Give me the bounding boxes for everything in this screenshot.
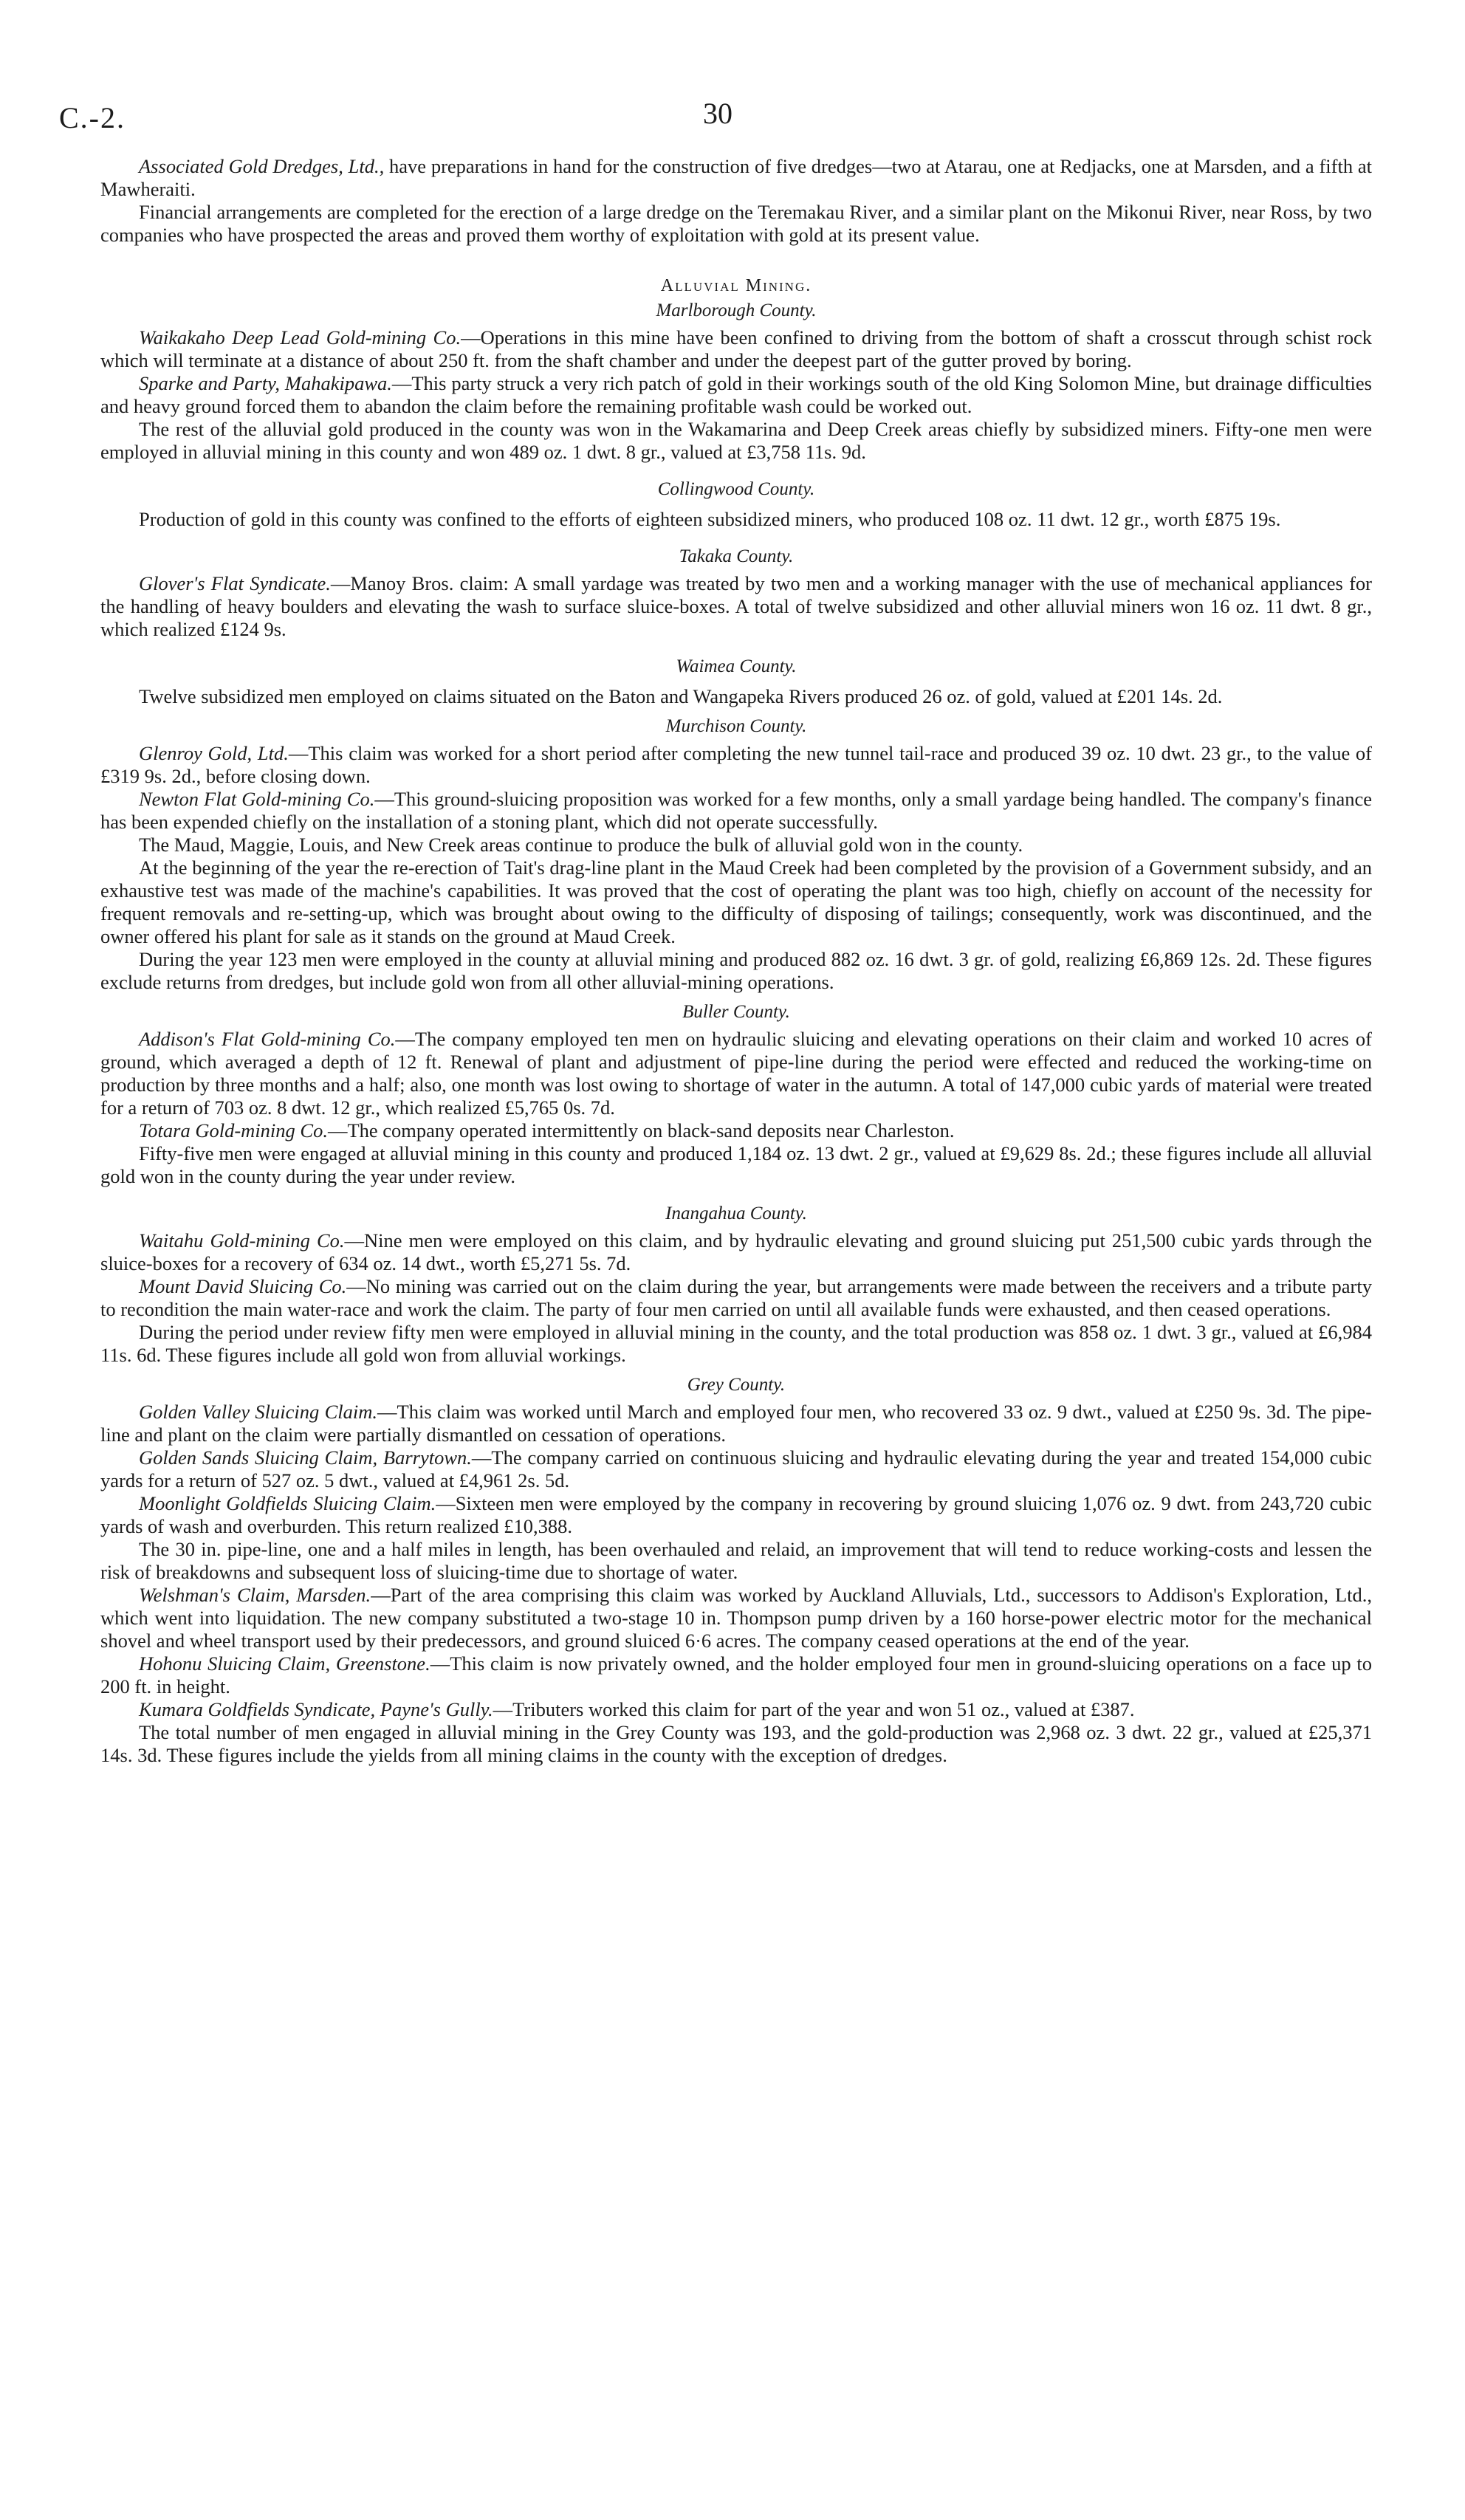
paragraph — [100, 856, 1372, 948]
paragraph-text: The rest of the alluvial gold produced in the county was won in the Wakamarina and Deep Creek areas chiefly by subsidized miners. Fifty-one men were employed in alluvial mining in this county and won 489 oz. 1 dwt. 8 gr., valued at £3,758 11s. 9d. — [100, 418, 1372, 463]
paragraph — [100, 418, 1372, 464]
paragraph-lead: Waitahu Gold-mining Co. — [139, 1229, 345, 1252]
paragraph-text: have preparations in hand for the construction of five dredges—two at Atarau, one at Redjacks, one at Marsden, and a fifth at Mawheraiti. — [100, 155, 1372, 200]
paragraph — [100, 685, 1372, 708]
paragraph — [100, 1028, 1372, 1119]
paragraph — [100, 1229, 1372, 1275]
paragraph — [100, 155, 1372, 201]
paragraph — [100, 1401, 1372, 1446]
paragraph — [100, 326, 1372, 372]
paragraph — [100, 834, 1372, 856]
paragraph-text: —This party struck a very rich patch of gold in their workings south of the old King Solomon Mine, but drainage difficulties and heavy ground forced them to abandon the claim before the remaining profitable wash could be worked out. — [100, 372, 1372, 417]
paragraph-lead: Glover's Flat Syndicate. — [139, 572, 331, 594]
paragraph — [100, 1698, 1372, 1721]
paragraph — [100, 1584, 1372, 1652]
paragraph-text: Twelve subsidized men employed on claims situated on the Baton and Wangapeka Rivers produced 26 oz. of gold, valued at £201 14s. 2d. — [139, 685, 1223, 707]
paragraph-lead: Waikakaho Deep Lead Gold-mining Co. — [139, 326, 462, 349]
county-heading: Waimea County. — [676, 656, 797, 676]
paragraph-text: The total number of men engaged in alluvial mining in the Grey County was 193, and the gold-production was 2,968 oz. 3 dwt. 22 gr., valued at £25,371 14s. 3d. These figures include the yields from all mining claims in the county with the exception of dredges. — [100, 1721, 1372, 1766]
paragraph-lead: Hohonu Sluicing Claim, Greenstone. — [139, 1652, 430, 1675]
paragraph — [100, 1721, 1372, 1767]
paragraph-text: During the year 123 men were employed in the county at alluvial mining and produced 882 oz. 16 dwt. 3 gr. of gold, realizing £6,869 12s. 2d. These figures exclude returns from dredges, but include gold won from all other alluvial-mining operations. — [100, 948, 1372, 993]
paragraph-lead: Associated Gold Dredges, Ltd., — [139, 155, 385, 177]
paragraph-text: At the beginning of the year the re-erection of Tait's drag-line plant in the Maud Creek had been completed by the provision of a Government subsidy, and an exhaustive test was made of the machine's capabilities. It was proved that the cost of operating the plant was too high, chiefly on account of the necessity for frequent removals and re-setting-up, which was brought about owing to the difficulty of disposing of tailings; consequently, work was discontinued, and the owner offered his plant for sale as it stands on the ground at Maud Creek. — [100, 856, 1372, 947]
county-heading: Murchison County. — [665, 716, 807, 736]
page-number: 30 — [703, 97, 732, 130]
paragraph-text: —Sixteen men were employed by the company in recovering by ground sluicing 1,076 oz. 9 dwt. from 243,720 cubic yards of wash and overburden. This return realized £10,388. — [100, 1492, 1372, 1537]
paragraph — [100, 948, 1372, 994]
paragraph-text: Financial arrangements are completed for the erection of a large dredge on the Teremakau River, and a similar plant on the Mikonui River, near Ross, by two companies who have prospected the areas and proved them worthy of exploitation with gold at its present value. — [100, 201, 1372, 246]
paragraph-text: —The company carried on continuous sluicing and hydraulic elevating during the year and treated 154,000 cubic yards for a return of 527 oz. 5 dwt., valued at £4,961 2s. 5d. — [100, 1446, 1373, 1491]
paragraph-text: —Tributers worked this claim for part of the year and won 51 oz., valued at £387. — [493, 1698, 1135, 1720]
paragraph-lead: Mount David Sluicing Co. — [139, 1275, 347, 1297]
paragraph — [100, 1119, 1372, 1142]
paragraph-text: Fifty-five men were engaged at alluvial mining in this county and produced 1,184 oz. 13 dwt. 2 gr., valued at £9,629 8s. 2d.; these figures include all alluvial gold won in the county during the year under review. — [100, 1142, 1372, 1187]
paragraph — [100, 742, 1372, 788]
paragraph-text: —Operations in this mine have been confined to driving from the bottom of shaft a crosscut through schist rock which will terminate at a distance of about 250 ft. from the shaft chamber and under the deepest part of the gutter proved by boring. — [100, 326, 1372, 371]
paragraph-lead: Newton Flat Gold-mining Co. — [139, 788, 375, 810]
paragraph — [100, 1321, 1372, 1367]
paragraph — [100, 1446, 1372, 1492]
paragraph-text: The 30 in. pipe-line, one and a half miles in length, has been overhauled and relaid, an improvement that will tend to reduce working-costs and lessen the risk of breakdowns and subsequent loss of sluicing-time due to shortage of water. — [100, 1538, 1372, 1583]
paragraph — [100, 1652, 1372, 1698]
paragraph-text: Production of gold in this county was confined to the efforts of eighteen subsidized miners, who produced 108 oz. 11 dwt. 12 gr., worth £875 19s. — [139, 508, 1281, 530]
paragraph-text: —The company operated intermittently on black-sand deposits near Charleston. — [327, 1119, 955, 1141]
paragraph-lead: Golden Sands Sluicing Claim, Barrytown. — [139, 1446, 472, 1469]
paragraph-text: —This claim was worked until March and employed four men, who recovered 33 oz. 9 dwt., valued at £250 9s. 3d. The pipe-line and plant on the claim were partially dismantled on cessation of operations. — [100, 1401, 1372, 1446]
paragraph-lead: Sparke and Party, Mahakipawa. — [139, 372, 392, 394]
paragraph — [100, 1275, 1372, 1321]
paragraph-lead: Glenroy Gold, Ltd. — [139, 742, 289, 764]
paragraph-text: —This ground-sluicing proposition was worked for a few months, only a small yardage being handled. The company's finance has been expended chiefly on the installation of a stoning plant, which did not operate successfully. — [100, 788, 1372, 833]
paragraph-text: —This claim is now privately owned, and the holder employed four men in ground-sluicing operations on a face up to 200 ft. in height. — [100, 1652, 1373, 1697]
section-heading: Alluvial Mining. — [660, 276, 812, 295]
paragraph — [100, 372, 1372, 418]
paragraph — [100, 508, 1372, 531]
paragraph-lead: Addison's Flat Gold-mining Co. — [139, 1028, 396, 1050]
paragraph — [100, 1538, 1372, 1584]
county-heading: Collingwood County. — [657, 479, 815, 499]
paragraph-text: —This claim was worked for a short period after completing the new tunnel tail-race and produced 39 oz. 10 dwt. 23 gr., to the value of £319 9s. 2d., before closing down. — [100, 742, 1372, 787]
page-body — [100, 155, 1372, 1767]
county-heading: Inangahua County. — [665, 1204, 807, 1223]
paragraph-text: —The company employed ten men on hydraulic sluicing and elevating operations on their claim and worked 10 acres of ground, which averaged a depth of 12 ft. Renewal of plant and adjustment of pipe-line during the period were effected and reduced the working-time on production by three months and a half; also, one month was lost owing to shortage of water in the autumn. A total of 147,000 cubic yards of material were treated for a return of 703 oz. 8 dwt. 12 gr., which realized £5,765 0s. 7d. — [100, 1028, 1372, 1119]
paragraph-lead: Moonlight Goldfields Sluicing Claim. — [139, 1492, 436, 1514]
paragraph-text: —Manoy Bros. claim: A small yardage was treated by two men and a working manager with the use of mechanical appliances for the handling of heavy boulders and elevating the wash to surface sluice-boxes. A total of twelve subsidized and other alluvial miners won 16 oz. 11 dwt. 8 gr., which realized £124 9s. — [100, 572, 1372, 640]
paragraph-lead: Totara Gold-mining Co. — [139, 1119, 328, 1141]
paragraph — [100, 1492, 1372, 1538]
paragraph-lead: Kumara Goldfields Syndicate, Payne's Gully. — [139, 1698, 493, 1720]
paragraph-text: The Maud, Maggie, Louis, and New Creek areas continue to produce the bulk of alluvial gold won in the county. — [139, 834, 1023, 856]
paragraph — [100, 572, 1372, 641]
report-reference: C.-2. — [59, 101, 126, 134]
paragraph — [100, 1142, 1372, 1188]
paragraph-text: —Nine men were employed on this claim, and by hydraulic elevating and ground sluicing put 251,500 cubic yards through the sluice-boxes for a recovery of 634 oz. 14 dwt., worth £5,271 5s. 7d. — [100, 1229, 1372, 1274]
county-heading: Marlborough County. — [656, 301, 817, 320]
county-heading: Takaka County. — [679, 546, 794, 566]
county-heading: Buller County. — [682, 1002, 790, 1022]
paragraph — [100, 788, 1372, 834]
paragraph-text: —Part of the area comprising this claim was worked by Auckland Alluvials, Ltd., successors to Addison's Exploration, Ltd., which went into liquidation. The new company substituted a two-stage 10 in. Thompson pump driven by a 160 horse-power electric motor for the mechanical shovel and wheel transport used by their predecessors, and ground sluiced 6·6 acres. The company ceased operations at the end of the year. — [100, 1584, 1372, 1652]
paragraph — [100, 201, 1372, 247]
paragraph-lead: Golden Valley Sluicing Claim. — [139, 1401, 378, 1423]
paragraph-text: During the period under review fifty men were employed in alluvial mining in the county, and the total production was 858 oz. 1 dwt. 3 gr., valued at £6,984 11s. 6d. These figures include all gold won from alluvial workings. — [100, 1321, 1372, 1366]
paragraph-lead: Welshman's Claim, Marsden. — [139, 1584, 371, 1606]
county-heading: Grey County. — [687, 1375, 786, 1395]
paragraph-text: —No mining was carried out on the claim during the year, but arrangements were made between the receivers and a tribute party to recondition the main water-race and work the claim. The party of four men carried on until all available funds were exhausted, and then ceased operations. — [100, 1275, 1372, 1320]
